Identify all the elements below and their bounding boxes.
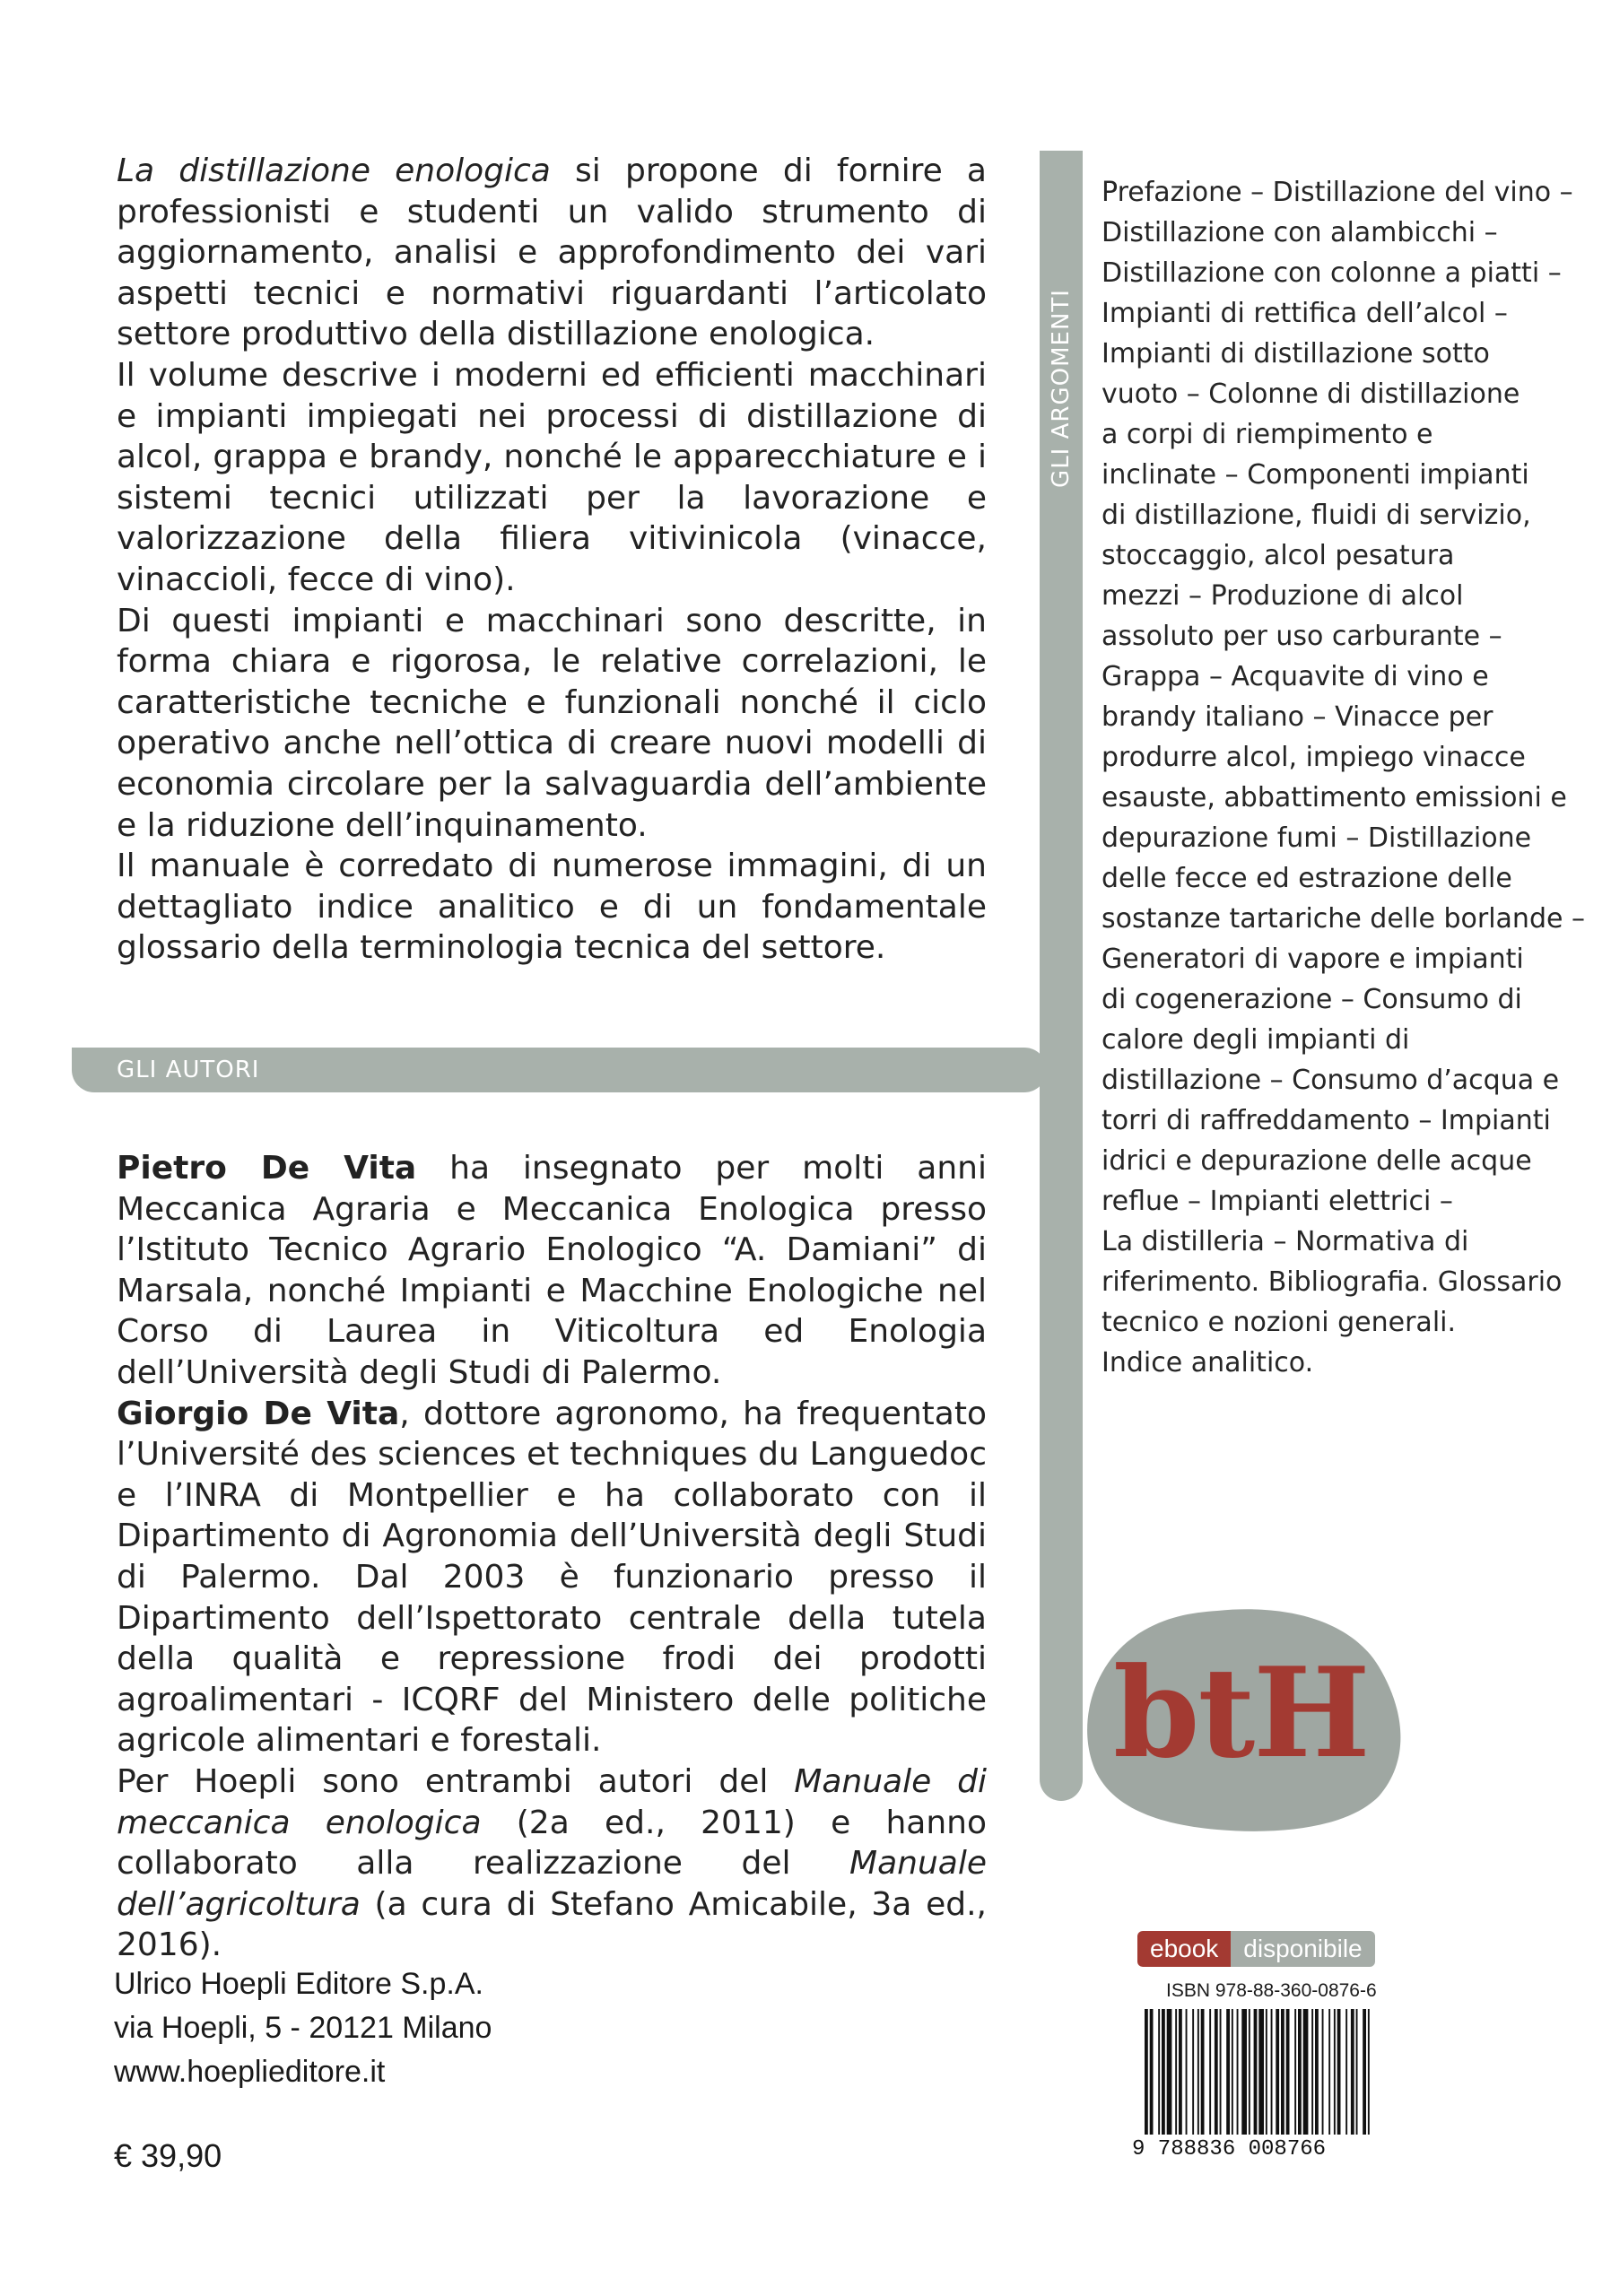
topic-line: a corpi di riempimento e bbox=[1102, 419, 1433, 450]
topic-line: riferimento. Bibliografia. Glossario bbox=[1102, 1266, 1563, 1298]
topic-line: brandy italiano – Vinacce per bbox=[1102, 701, 1493, 733]
description-paragraph-3: Di questi impianti e macchinari sono descritte, in forma chiara e rigorosa, le relative correlazioni, le caratteristiche tecniche e funzionali nonché il ciclo operativo anche nell’ottica di creare nuovi modelli di economia circolare per la salvaguardia dell’ambiente e la riduzione dell’inquinamento. bbox=[117, 602, 987, 844]
authors-tab-label: GLI AUTORI bbox=[117, 1057, 260, 1083]
book-title-meccanica: Manuale di meccanica enologica bbox=[117, 1762, 987, 1841]
author-name-1: Pietro De Vita bbox=[117, 1150, 417, 1187]
topic-line: Distillazione con colonne a piatti – bbox=[1102, 257, 1562, 289]
topics-tab-label: GLI ARGOMENTI bbox=[1048, 289, 1075, 488]
topic-line: stoccaggio, alcol pesatura bbox=[1102, 540, 1455, 571]
publisher-info bbox=[114, 1962, 492, 2094]
topic-line: Prefazione – Distillazione del vino – bbox=[1102, 177, 1573, 208]
topic-line: mezzi – Produzione di alcol bbox=[1102, 580, 1464, 612]
book-description bbox=[117, 151, 987, 969]
description-text-1: si propone di fornire a professionisti e studenti un valido strumento di aggiornamento, analisi e approfondimento dei vari aspetti tecnici e normativi riguardanti l’articolato settore produttivo della distillazione enologica. bbox=[117, 152, 987, 353]
topic-line: esauste, abbattimento emissioni e bbox=[1102, 782, 1567, 813]
topic-line: assoluto per uso carburante – bbox=[1102, 621, 1502, 652]
author-name-2: Giorgio De Vita bbox=[117, 1395, 400, 1432]
price: € 39,90 bbox=[114, 2137, 222, 2174]
topic-line: Distillazione con alambicchi – bbox=[1102, 217, 1498, 248]
topic-line: distillazione – Consumo d’acqua e bbox=[1102, 1065, 1560, 1096]
topic-line: delle fecce ed estrazione delle bbox=[1102, 863, 1512, 894]
bth-logo bbox=[1083, 1604, 1416, 1837]
authors-horizontal-bar bbox=[72, 1048, 1047, 1092]
topic-line: Impianti di distillazione sotto bbox=[1102, 338, 1490, 370]
ebook-available-label: disponibile bbox=[1231, 1931, 1374, 1967]
joint-text-a: Per Hoepli sono entrambi autori del bbox=[117, 1762, 795, 1800]
topic-line: tecnico e nozioni generali. bbox=[1102, 1307, 1457, 1338]
description-paragraph-4: Il manuale è corredato di numerose immagini, di un dettagliato indice analitico e di un fondamentale glossario della terminologia tecnica del settore. bbox=[117, 848, 987, 967]
topic-line: calore degli impianti di bbox=[1102, 1024, 1410, 1056]
topic-line: torri di raffreddamento – Impianti bbox=[1102, 1105, 1551, 1136]
book-title-agricoltura: Manuale dell’agricoltura bbox=[117, 1845, 987, 1923]
description-paragraph-2: Il volume descrive i moderni ed efficienti macchinari e impianti impiegati nei processi di distillazione di alcol, grappa e brandy, nonché le apparecchiature e i sistemi tecnici utilizzati per la lavorazione e valorizzazione della filiera vitivinicola (vinacce, vinaccioli, fecce di vino). bbox=[117, 356, 987, 598]
author-bio-2 bbox=[117, 1394, 987, 1761]
topic-line: inclinate – Componenti impianti bbox=[1102, 459, 1529, 491]
author-bio-1 bbox=[117, 1148, 987, 1394]
joint-text-e: (a cura di Stefano Amicabile, 3a ed., 2016). bbox=[117, 1885, 987, 1964]
topic-line: di cogenerazione – Consumo di bbox=[1102, 984, 1522, 1015]
authors-joint-works bbox=[117, 1761, 987, 1966]
description-paragraph-1 bbox=[117, 151, 987, 355]
ebook-badge bbox=[1137, 1931, 1375, 1967]
book-title-italic: La distillazione enologica bbox=[117, 152, 551, 189]
topic-line: depurazione fumi – Distillazione bbox=[1102, 822, 1532, 854]
publisher-name: Ulrico Hoepli Editore S.p.A. bbox=[114, 1967, 483, 2001]
topic-line: sostanze tartariche delle borlande – bbox=[1102, 903, 1585, 935]
joint-text-c: (2a ed., 2011) e hanno collaborato alla realizzazione del bbox=[117, 1804, 987, 1883]
topic-line: Impianti di rettifica dell’alcol – bbox=[1102, 298, 1508, 329]
topic-line: di distillazione, fluidi di servizio, bbox=[1102, 500, 1531, 531]
topic-line: reflue – Impianti elettrici – bbox=[1102, 1186, 1453, 1217]
topic-line: Indice analitico. bbox=[1102, 1347, 1314, 1378]
topic-line: vuoto – Colonne di distillazione bbox=[1102, 378, 1520, 410]
logo-text: btH bbox=[1113, 1639, 1369, 1786]
barcode-digits: 9 788836 008766 bbox=[1132, 2137, 1327, 2161]
topics-list bbox=[1102, 172, 1585, 1383]
authors-bios bbox=[117, 1148, 987, 1966]
topic-line: produrre alcol, impiego vinacce bbox=[1102, 742, 1526, 773]
topics-vertical-bar bbox=[1040, 151, 1083, 1801]
topic-line: Grappa – Acquavite di vino e bbox=[1102, 661, 1489, 692]
ebook-label: ebook bbox=[1137, 1931, 1231, 1967]
author-bio-text-1: ha insegnato per molti anni Meccanica Agraria e Meccanica Enologica presso l’Istituto Tecnico Agrario Enologico “A. Damiani” di Marsala, nonché Impianti e Macchine Enologiche nel Corso di Laurea in Viticoltura ed Enologia dell’Università degli Studi di Palermo. bbox=[117, 1150, 987, 1391]
publisher-website[interactable]: www.hoeplieditore.it bbox=[114, 2055, 386, 2089]
author-bio-text-2: , dottore agronomo, ha frequentato l’Université des sciences et techniques du Languedoc e l’INRA di Montpellier e ha collaborato con il Dipartimento di Agronomia dell’Università degli Studi di Palermo. Dal 2003 è funzionario presso il Dipartimento dell’Ispettorato centrale della tutela della qualità e repressione frodi dei prodotti agroalimentari - ICQRF del Ministero delle politiche agricole alimentari e forestali. bbox=[117, 1395, 988, 1760]
isbn-label: ISBN 978-88-360-0876-6 bbox=[1166, 1980, 1377, 2001]
publisher-address: via Hoepli, 5 - 20121 Milano bbox=[114, 2011, 492, 2045]
topic-line: Generatori di vapore e impianti bbox=[1102, 944, 1524, 975]
topic-line: La distilleria – Normativa di bbox=[1102, 1226, 1469, 1257]
topic-line: idrici e depurazione delle acque bbox=[1102, 1145, 1532, 1177]
